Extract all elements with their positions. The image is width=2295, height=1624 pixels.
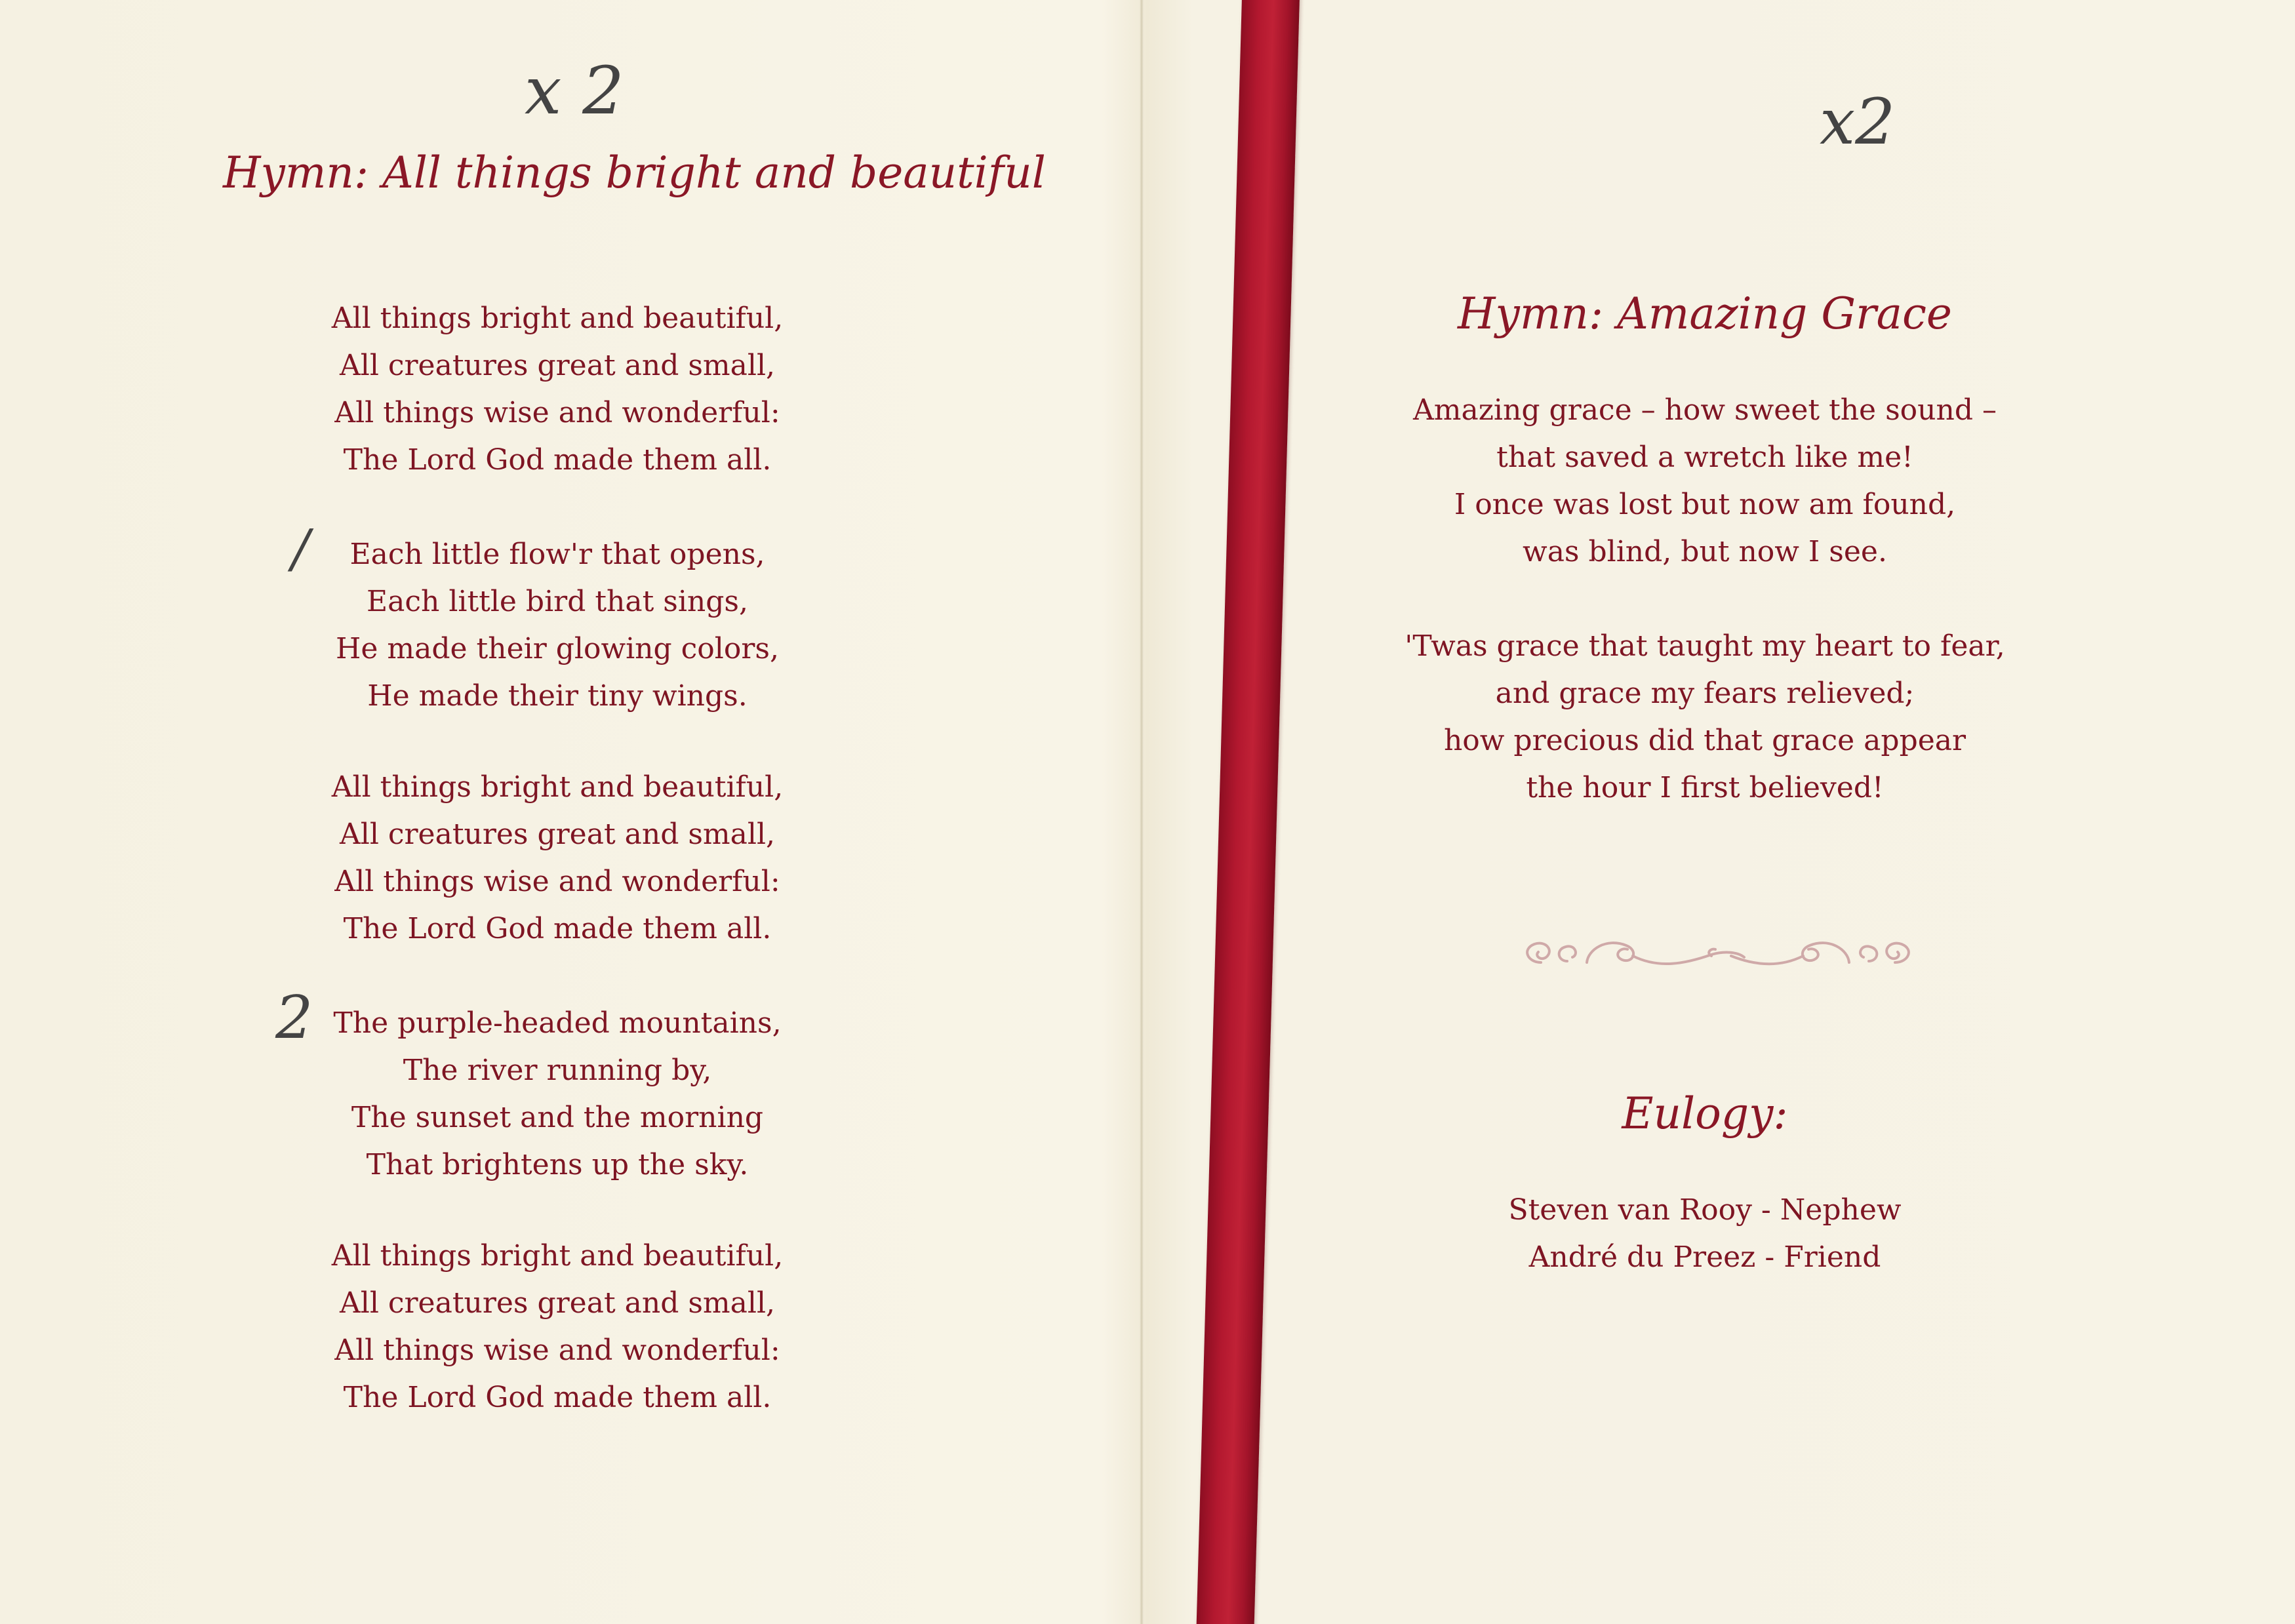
verse-line: The river running by, [403,1054,712,1087]
verse-line: The sunset and the morning [351,1101,764,1134]
verse-line: All things wise and wonderful: [334,396,780,429]
left-verse-1 [262,295,852,484]
verse-line: how precious did that grace appear [1443,724,1966,757]
eulogy-speaker: Steven van Rooy - Nephew [1508,1193,1902,1227]
right-verse-2 [1377,623,2033,812]
verse-line: The Lord God made them all. [343,1381,772,1414]
verse-line: Amazing grace – how sweet the sound – [1413,393,1997,427]
verse-line: All things bright and beautiful, [331,1239,784,1273]
verse-line: Each little flow'r that opens, [349,538,765,571]
verse-line: was blind, but now I see. [1523,535,1887,568]
verse-line: He made their glowing colors, [336,632,779,665]
eulogy-speaker: André du Preez - Friend [1528,1240,1881,1274]
verse-line: All things bright and beautiful, [331,770,784,804]
left-hymn-title: Hymn: All things bright and beautiful [223,148,1046,198]
handwritten-tick-mark: / [292,518,309,579]
handwritten-repeat-mark-right: x2 [1820,85,1896,159]
verse-line: That brightens up the sky. [366,1148,749,1181]
verse-line: The Lord God made them all. [343,443,772,477]
right-verse-1 [1377,387,2033,576]
right-hymn-title: Hymn: Amazing Grace [1457,288,1952,339]
left-verse-3 [262,764,852,953]
verse-line: 'Twas grace that taught my heart to fear, [1405,629,2005,663]
eulogy-title: Eulogy: [1622,1088,1788,1139]
verse-line: that saved a wretch like me! [1496,441,1913,474]
left-verse-5 [262,1233,852,1421]
verse-line: The purple-headed mountains, [333,1006,782,1040]
decorative-flourish-divider [1515,930,1921,976]
handwritten-repeat-mark-left: x 2 [525,52,624,129]
handwritten-number-mark: 2 [275,983,313,1052]
left-verse-2 [262,531,852,720]
verse-line: All creatures great and small, [339,818,776,851]
verse-line: All things wise and wonderful: [334,865,780,898]
left-page [0,0,1141,1624]
left-verse-4 [262,1000,852,1189]
verse-line: The Lord God made them all. [343,912,772,945]
verse-line: the hour I first believed! [1526,771,1884,804]
verse-line: All things wise and wonderful: [334,1334,780,1367]
verse-line: Each little bird that sings, [367,585,748,618]
verse-line: and grace my fears relieved; [1495,677,1915,710]
verse-line: All creatures great and small, [339,1286,776,1320]
eulogy-speakers [1443,1187,1967,1281]
verse-line: All things bright and beautiful, [331,302,784,335]
verse-line: I once was lost but now am found, [1454,488,1956,521]
verse-line: He made their tiny wings. [367,679,748,713]
right-page [1144,0,2295,1624]
verse-line: All creatures great and small, [339,349,776,382]
